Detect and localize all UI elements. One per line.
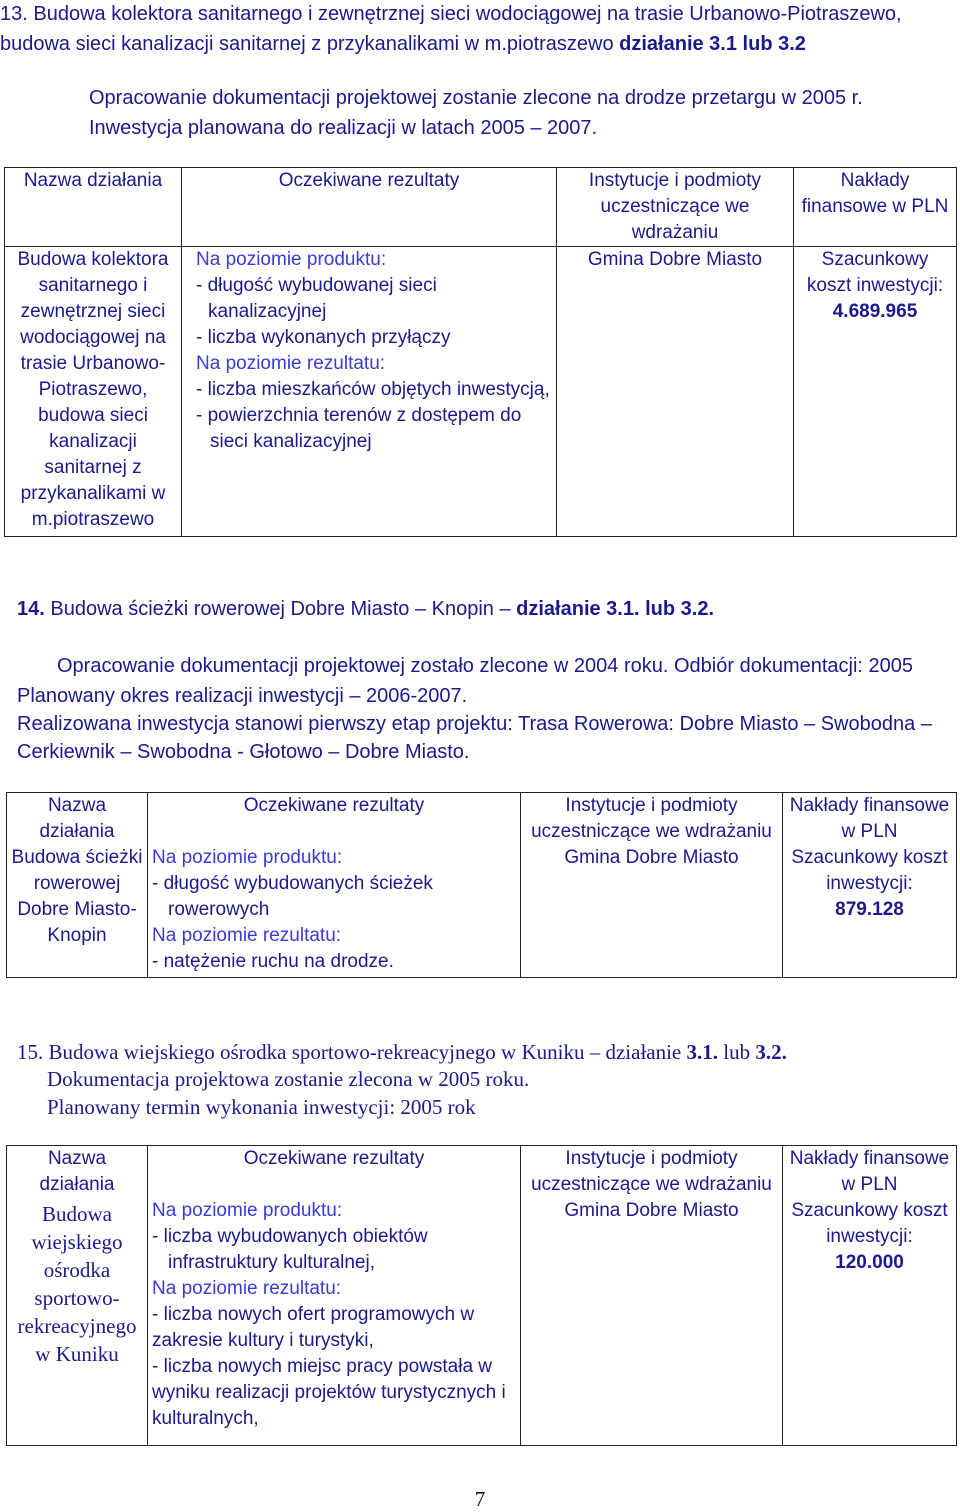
s14-table [6,792,957,978]
table-row [5,247,957,537]
institution: Gmina Dobre Miasto [557,247,794,537]
institution: Gmina Dobre Miasto [564,1200,739,1221]
result-item: - powierzchnia terenów z dostępem do sieci kanalizacyjnej [196,405,522,452]
cost-cell [783,1146,957,1446]
result-item: - liczba mieszkańców objętych inwestycją, [196,379,550,400]
cost-label: Szacunkowy koszt inwestycji: [791,847,948,894]
result-item: - liczba nowych miejsc pracy powstała w wyniku realizacji projektów turystycznych i kulturalnych, [152,1356,506,1429]
expected-results [148,1146,521,1446]
expected-results [182,247,557,537]
product-item: - długość wybudowanej sieci kanalizacyjnej [196,275,437,322]
product-level-label: Na poziomie produktu: [152,1200,343,1221]
s14-intro-line3: Realizowana inwestycja stanowi pierwszy etap projektu: Trasa Rowerowa: Dobre Miasto – Swobodna – [17,713,932,735]
result-level-label: Na poziomie rezultatu: [196,353,386,374]
s13-table-header-row [5,168,957,247]
result-level-label: Na poziomie rezultatu: [152,925,342,946]
s14-intro-line2: Planowany okres realizacji inwestycji – 2006-2007. [17,685,468,707]
cost-cell [783,793,957,978]
s13-table [4,167,957,537]
s15-table [6,1145,957,1446]
s14-intro-line4: Cerkiewnik – Swobodna - Głotowo – Dobre Miasto. [17,741,470,763]
institution: Gmina Dobre Miasto [564,847,739,868]
table-row [7,1146,957,1446]
institution-cell [521,793,783,978]
result-item: - natężenie ruchu na drodze. [152,951,394,972]
s15-intro-line1: Dokumentacja projektowa zostanie zlecona w 2005 roku. [47,1067,530,1091]
header-institutions: Instytucje i podmioty uczestniczące we wdrażaniu [557,168,794,247]
cost-label: Szacunkowy koszt inwestycji: [791,1200,948,1247]
cost-label: Szacunkowy koszt inwestycji: [806,249,944,296]
header-institutions: Instytucje i podmioty uczestniczące we wdrażaniu [531,1148,772,1195]
header-results: Oczekiwane rezultaty [182,168,557,247]
product-level-label: Na poziomie produktu: [152,847,343,868]
header-costs: Nakłady finansowe w PLN [789,795,950,842]
result-level-label: Na poziomie rezultatu: [152,1278,342,1299]
header-results: Oczekiwane rezultaty [243,1148,425,1169]
cost-value: 120.000 [835,1252,904,1273]
header-costs: Nakłady finansowe w PLN [789,1148,950,1195]
s13-heading-line2: budowa sieci kanalizacji sanitarnej z przykanalikami w m.piotraszewo działanie 3.1 lub 3.2 [0,33,806,55]
header-name: Nazwa działania [39,795,115,842]
product-item: - liczba wykonanych przyłączy [196,327,451,348]
s15-heading: 15. Budowa wiejskiego ośrodka sportowo-rekreacyjnego w Kuniku – działanie 3.1. lub 3.2. [17,1040,787,1064]
header-name: Nazwa działania [39,1148,115,1195]
s13-intro-line2: Inwestycja planowana do realizacji w latach 2005 – 2007. [89,117,598,139]
s14-intro-line1: Opracowanie dokumentacji projektowej zostało zlecone w 2004 roku. Odbiór dokumentacji: 2005 [57,655,914,677]
cost-value: 4.689.965 [832,301,918,322]
institution-cell [521,1146,783,1446]
header-name: Nazwa działania [5,168,182,247]
s13-heading-line1: 13. Budowa kolektora sanitarnego i zewnętrznej sieci wodociągowej na trasie Urbanowo-Piotraszewo, [0,3,902,25]
product-level-label: Na poziomie produktu: [196,249,387,270]
page-number: 7 [474,1487,486,1511]
cost-value: 879.128 [835,899,904,920]
product-item: - długość wybudowanych ścieżek rowerowych [152,873,433,920]
s15-intro-line2: Planowany termin wykonania inwestycji: 2005 rok [47,1095,476,1119]
action-name: Budowa ścieżki rowerowej Dobre Miasto-Knopin [11,847,143,946]
s14-heading: 14. Budowa ścieżki rowerowej Dobre Miasto – Knopin – działanie 3.1. lub 3.2. [17,598,715,620]
result-item: - liczba nowych ofert programowych w zakresie kultury i turystyki, [152,1304,475,1351]
action-name: Budowa wiejskiego ośrodka sportowo-rekreacyjnego w Kuniku [17,1202,137,1366]
header-results: Oczekiwane rezultaty [243,795,425,816]
cost-cell [794,247,957,537]
header-costs: Nakłady finansowe w PLN [794,168,957,247]
expected-results [148,793,521,978]
table-row [7,793,957,978]
action-name: Budowa kolektora sanitarnego i zewnętrznej sieci wodociągowej na trasie Urbanowo-Piotraszewo, budowa sieci kanalizacji sanitarnej z przykanalikami w m.piotraszewo [5,247,182,537]
s13-intro-line1: Opracowanie dokumentacji projektowej zostanie zlecone na drodze przetargu w 2005 r. [89,87,863,109]
header-institutions: Instytucje i podmioty uczestniczące we wdrażaniu [531,795,772,842]
action-name-cell [7,1146,148,1446]
product-item: - liczba wybudowanych obiektów infrastruktury kulturalnej, [152,1226,428,1273]
action-name-cell [7,793,148,978]
